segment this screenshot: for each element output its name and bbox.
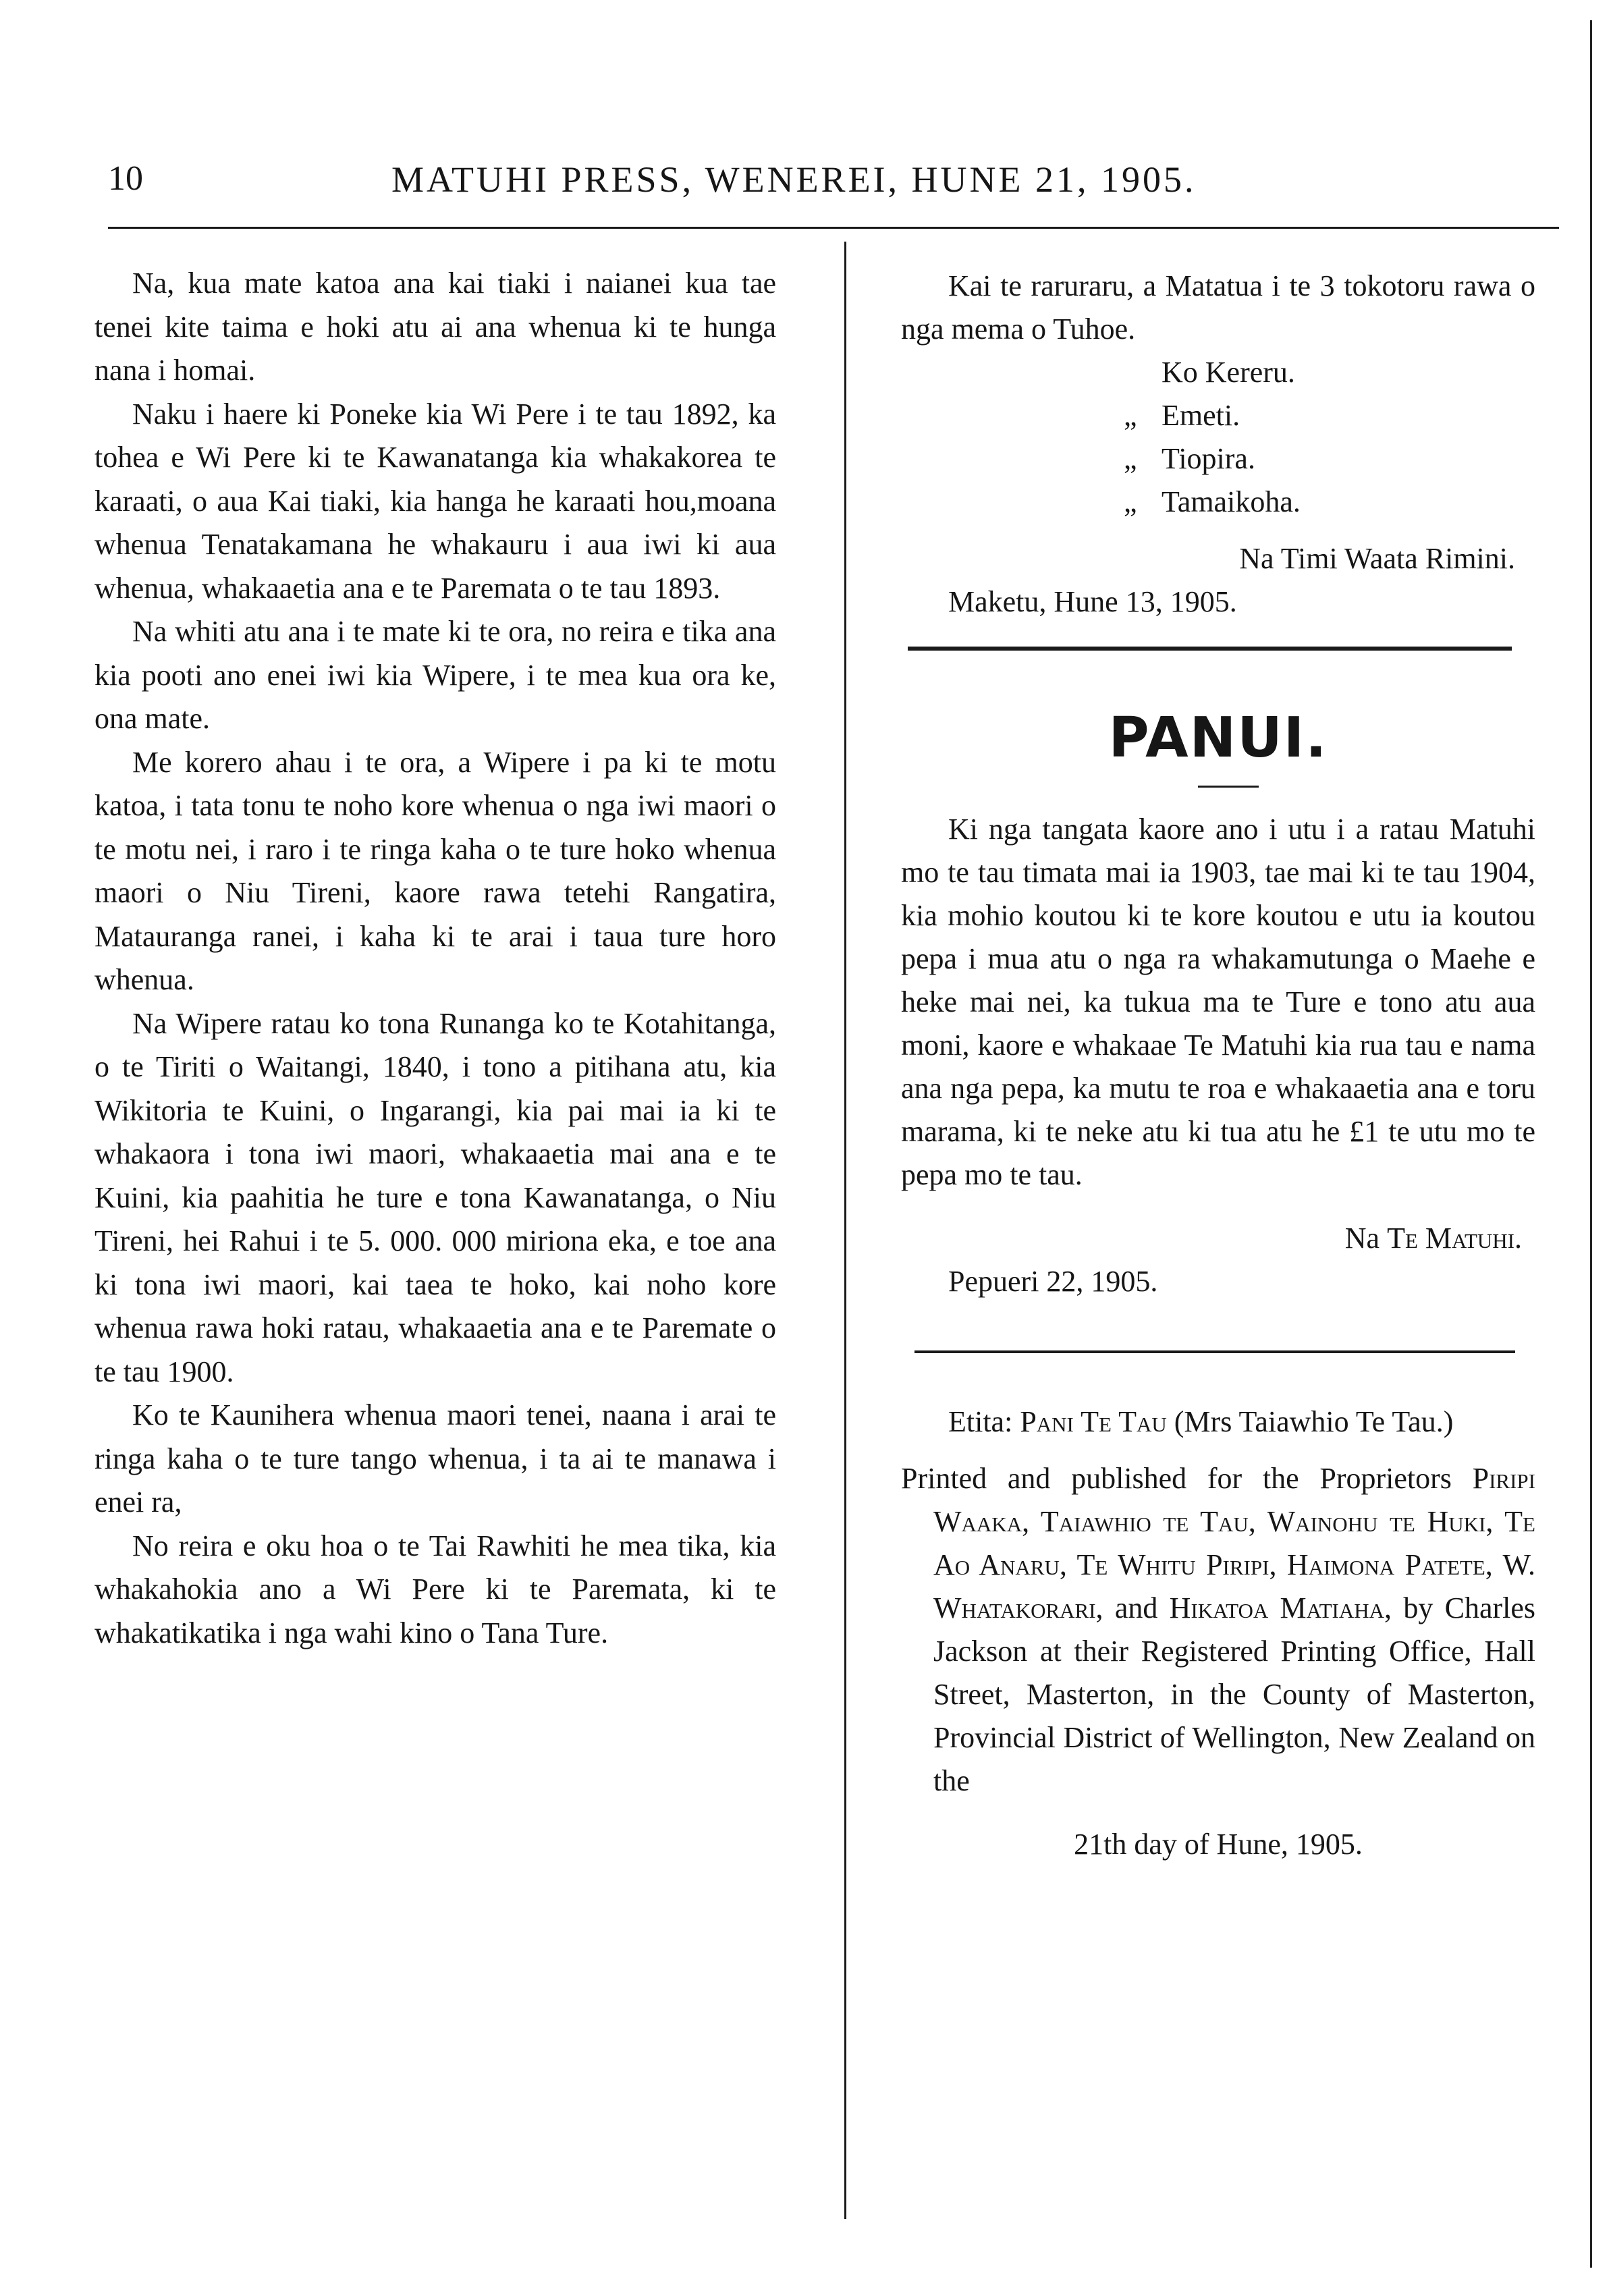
paragraph: Me korero ahau i te ora, a Wipere i pa ki te motu katoa, i tata tonu te noho kore whenua o nga iwi maori o te motu nei, i raro i te ringa kaha o te ture hoko whenua maori o Niu Tireni, kaore rawa tetehi Rangatira, Matauranga ranei, i kaha ki te arai i taua ture horo whenua. [94,745,776,996]
signer-row [1124,481,1535,524]
signer-name: Emeti. [1162,399,1240,432]
imprint-names-2: Hikatoa Matiaha, [1169,1591,1392,1624]
imprint-start: Printed and published for the Proprietors [901,1462,1452,1495]
signer-row [1124,394,1535,437]
editor-label: Etita: [948,1405,1013,1438]
panui-signature [901,1217,1535,1260]
letter-dateline: Maketu, Hune 13, 1905. [948,585,1237,618]
panui-heading: PANUI. [1108,706,1328,770]
letter-signature: Na Timi Waata Rimini. [1239,542,1515,575]
panui-date: Pepueri 22, 1905. [948,1265,1158,1298]
header-rule [108,227,1559,229]
left-column [94,262,776,1655]
section-rule [914,1350,1515,1353]
paragraph: Na, kua mate katoa ana kai tiaki i naianei kua tae tenei kite taima e hoki atu ai ana whenua ki te hunga nana i homai. [94,267,776,387]
ditto-mark: „ [1124,485,1137,518]
paragraph: No reira e oku hoa o te Tai Rawhiti he mea tika, kia whakahokia ano a Wi Pere ki te Paremata, ki te whakatikatika i nga wahi kino o Tana Ture. [94,1529,776,1649]
panui-signature-name: Te Matuhi. [1387,1222,1522,1255]
editor-name: Pani Te Tau [1020,1405,1167,1438]
panui-signature-prefix: Na [1344,1222,1380,1255]
ditto-mark: „ [1124,399,1137,432]
signer-name: Tiopira. [1162,442,1255,475]
signer-row [1124,437,1535,481]
imprint [901,1457,1535,1803]
editor-note: (Mrs Taiawhio Te Tau.) [1174,1405,1454,1438]
paragraph: Ko te Kaunihera whenua maori tenei, naana i arai te ringa kaha o te ture tango whenua, i ta ai te manawa i enei ra, [94,1398,776,1519]
paragraph: Na whiti atu ana i te mate ki te ora, no reira e tika ana kia pooti ano enei iwi kia Wipere, i te mea kua ora ke, ona mate. [94,615,776,735]
right-column [901,265,1535,1866]
notice-text: Kai te raruraru, a Matatua i te 3 tokotoru rawa o nga mema o Tuhoe. [901,269,1535,346]
signer-name: Ko Kereru. [1162,356,1295,389]
page-header [108,145,1559,206]
ditto-mark: „ [1124,442,1137,475]
column-divider [844,242,846,2219]
signer-list [901,351,1535,524]
imprint-names: Piripi Waaka, Taiawhio te Tau, Wainohu te Huki, Te Ao Anaru, Te Whitu Piripi, Haimona Patete, W. Whatakorari, [933,1462,1535,1624]
paragraph: Na Wipere ratau ko tona Runanga ko te Kotahitanga, o te Tiriti o Waitangi, 1840, i tono a pitihana atu, kia Wikitoria te Kuini, o Ingarangi, kia pai mai ia ki te whakaora i tona iwi maori, whakaaetia mai ana e te Kuini, kia paahitia he ture e tona Kawanatanga, o Niu Tireni, hei Rahui i te 5. 000. 000 miriona eka, e toe ana ki tona iwi maori, kai taea te hoko, kai noho kore whenua rawa hoki ratau, whakaaetia ana e te Paremate o te tau 1900. [94,1006,776,1388]
paragraph: Naku i haere ki Poneke kia Wi Pere i te tau 1892, ka tohea e Wi Pere ki te Kawanatanga kia whakakorea te karaati, o aua Kai tiaki, kia hanga he karaati hou,moana whenua Tenatakamana he whakauru i aua iwi ki aua whenua, whakaaetia ana e te Paremata o te tau 1893. [94,397,776,605]
signer-row [1124,351,1535,394]
imprint-and: and [1114,1591,1158,1624]
signer-name: Tamaikoha. [1162,485,1301,518]
page-number: 10 [108,159,143,198]
masthead: MATUHI PRESS, WENEREI, HUNE 21, 1905. [391,159,1197,200]
page-edge-line [1590,20,1592,2268]
section-rule [908,647,1512,651]
editor-line [901,1400,1535,1444]
imprint-end: by Charles Jackson at their Registered Printing Office, Hall Street, Masterton, in the County of Masterton, Provincial District of Wellington, New Zealand on the [933,1591,1536,1797]
imprint-date: 21th day of Hune, 1905. [1074,1828,1363,1861]
panui-body: Ki nga tangata kaore ano i utu i a ratau Matuhi mo te tau timata mai ia 1903, tae mai ki te tau 1904, kia mohio koutou ki te kore koutou e utu ia koutou pepa i mua atu o nga ra whakamutunga o Maehe e heke mai nei, ka tukua ma te Ture e tono atu aua moni, kaore e whakaae Te Matuhi kia rua tau e nama ana nga pepa, ka mutu te roa e whakaaetia ana e toru marama, ki te neke atu ki tua atu he £1 te utu mo te pepa mo te tau. [901,813,1535,1191]
heading-underline [1198,786,1259,788]
